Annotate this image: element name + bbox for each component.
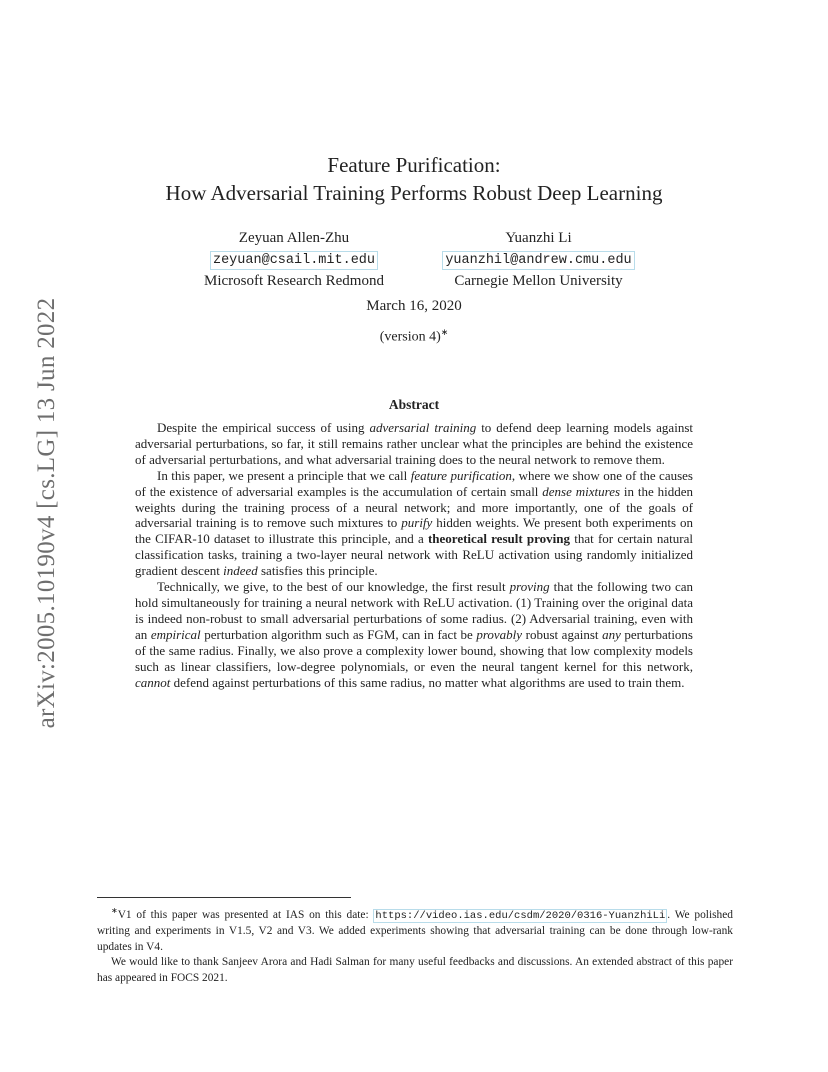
author-block-2 <box>426 228 651 292</box>
author-name: Yuanzhi Li <box>505 230 572 246</box>
title-line-1: Feature Purification: <box>327 153 501 177</box>
video-url-link[interactable]: https://video.ias.edu/csdm/2020/0316-YuanzhiLi <box>375 909 666 922</box>
author-block-1 <box>180 228 408 292</box>
abstract-paragraph-3: Technically, we give, to the best of our knowledge, the first result proving that the following two can hold simultaneously for training a neural network with ReLU activation. (1) Training over the original data is indeed non-robust to small adversarial perturbations of some radius. (2) Adversarial training, even with an empirical perturbation algorithm such as FGM, can in fact be provably robust against any perturbations of the same radius. Finally, we also prove a complexity lower bound, showing that low complexity models such as linear classifiers, low-degree polynomials, or even the neural tangent kernel for this network, cannot defend against perturbations of this same radius, no matter what algorithms are used to train them. <box>135 579 694 690</box>
footnote-divider <box>97 897 351 898</box>
paper-date: March 16, 2020 <box>366 298 462 314</box>
author-email-link[interactable]: yuanzhil@andrew.cmu.edu <box>442 251 634 270</box>
version-footnote-mark[interactable]: ∗ <box>440 327 449 337</box>
abstract-paragraph-2: In this paper, we present a principle that we call feature purification, where we show one of the causes of the existence of adversarial examples is the accumulation of certain small dense mixtures in the hidden weights during the training process of a neural network; and more importantly, one of the goals of adversarial training is to remove such mixtures to purify hidden weights. We present both experiments on the CIFAR-10 dataset to illustrate this principle, and a theoretical result proving that for certain natural classification tasks, training a two-layer neural network with ReLU activation using randomly initialized gradient descent indeed satisfies this principle. <box>135 467 694 579</box>
title-line-2: How Adversarial Training Performs Robust Deep Learning <box>165 181 663 205</box>
footnote-mark: ∗ <box>111 906 118 915</box>
paper-version <box>0 327 828 346</box>
abstract-paragraph-1: Despite the empirical success of using adversarial training to defend deep learning models against adversarial perturbations, so far, it still remains rather unclear what the principles are behind the existence of adversarial perturbations, and what adversarial training does to the neural network to remove them. <box>135 420 693 467</box>
version-text: (version 4) <box>379 329 441 345</box>
abstract-body <box>135 420 693 690</box>
author-affiliation: Microsoft Research Redmond <box>204 273 384 289</box>
footnote-2: We would like to thank Sanjeev Arora and Hadi Salman for many useful feedbacks and discussions. An extended abstract of this paper has appeared in FOCS 2021. <box>97 956 733 984</box>
arxiv-identifier-text: arXiv:2005.10190v4 [cs.LG] 13 Jun 2022 <box>33 297 60 729</box>
author-affiliation: Carnegie Mellon University <box>454 273 623 289</box>
footnotes <box>97 903 733 986</box>
author-email-link[interactable]: zeyuan@csail.mit.edu <box>210 251 378 270</box>
abstract-heading: Abstract <box>388 397 440 412</box>
author-name: Zeyuan Allen-Zhu <box>238 230 350 246</box>
paper-title <box>0 151 828 207</box>
footnote-1: ∗V1 of this paper was presented at IAS on this date: https://video.ias.edu/csdm/2020/0316-YuanzhiLi . We polished writing and experiments in V1.5, V2 and V3. We added experiments showing that adversarial training can be done through low-rank updates in V4. <box>97 906 733 953</box>
